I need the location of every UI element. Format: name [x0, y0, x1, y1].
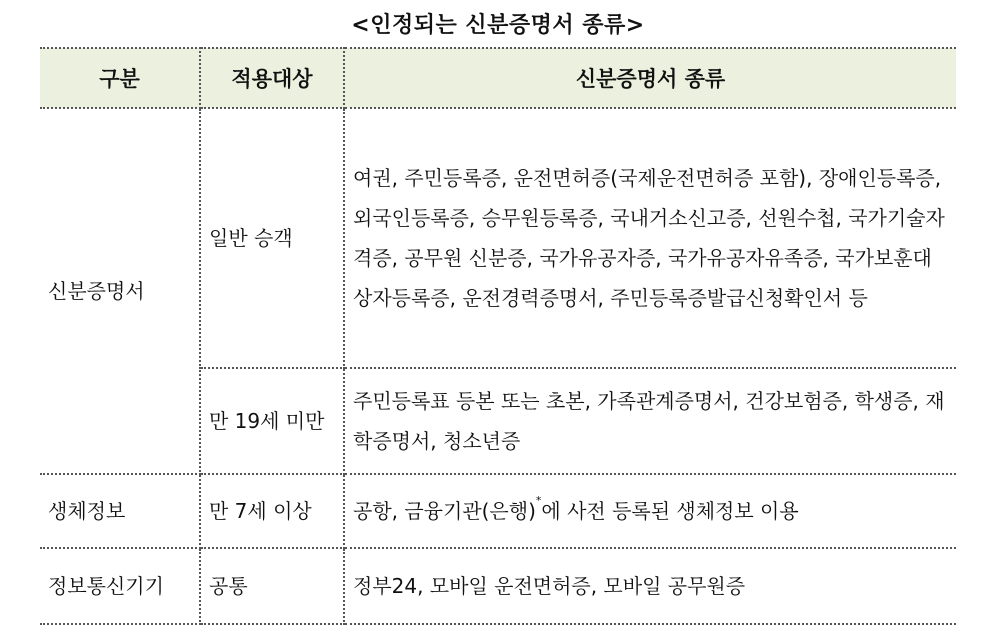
table-row — [40, 108, 956, 368]
target-cell: 만 19세 미만 — [200, 368, 344, 474]
target-cell: 공통 — [200, 548, 344, 624]
table-row — [40, 548, 956, 624]
category-cell: 신분증명서 — [40, 108, 200, 474]
docs-cell: 여권, 주민등록증, 운전면허증(국제운전면허증 포함), 장애인등록증, 외국인등록증, 승무원등록증, 국내거소신고증, 선원수첩, 국가기술자격증, 공무원 신분증, 국가유공자증, 국가유공자유족증, 국가보훈대상자등록증, 운전경력증명서, 주민등록증발급신청확인서 등 — [344, 108, 956, 368]
target-cell: 만 7세 이상 — [200, 474, 344, 548]
table-header-row — [40, 48, 956, 108]
header-id-types: 신분증명서 종류 — [344, 48, 956, 108]
table-row — [40, 474, 956, 548]
category-cell: 생체정보 — [40, 474, 200, 548]
docs-text: 에 사전 등록된 생체정보 이용 — [541, 499, 799, 523]
docs-cell — [344, 474, 956, 548]
docs-text: 공항, 금융기관(은행) — [353, 499, 536, 523]
category-cell: 정보통신기기 — [40, 548, 200, 624]
docs-cell: 정부24, 모바일 운전면허증, 모바일 공무원증 — [344, 548, 956, 624]
target-cell: 일반 승객 — [200, 108, 344, 368]
document-title: <인정되는 신분증명서 종류> — [351, 13, 645, 38]
docs-cell: 주민등록표 등본 또는 초본, 가족관계증명서, 건강보험증, 학생증, 재학증명서, 청소년증 — [344, 368, 956, 474]
header-category: 구분 — [40, 48, 200, 108]
id-document-table — [40, 47, 956, 625]
footnote-mark: * — [535, 494, 542, 507]
header-target: 적용대상 — [200, 48, 344, 108]
